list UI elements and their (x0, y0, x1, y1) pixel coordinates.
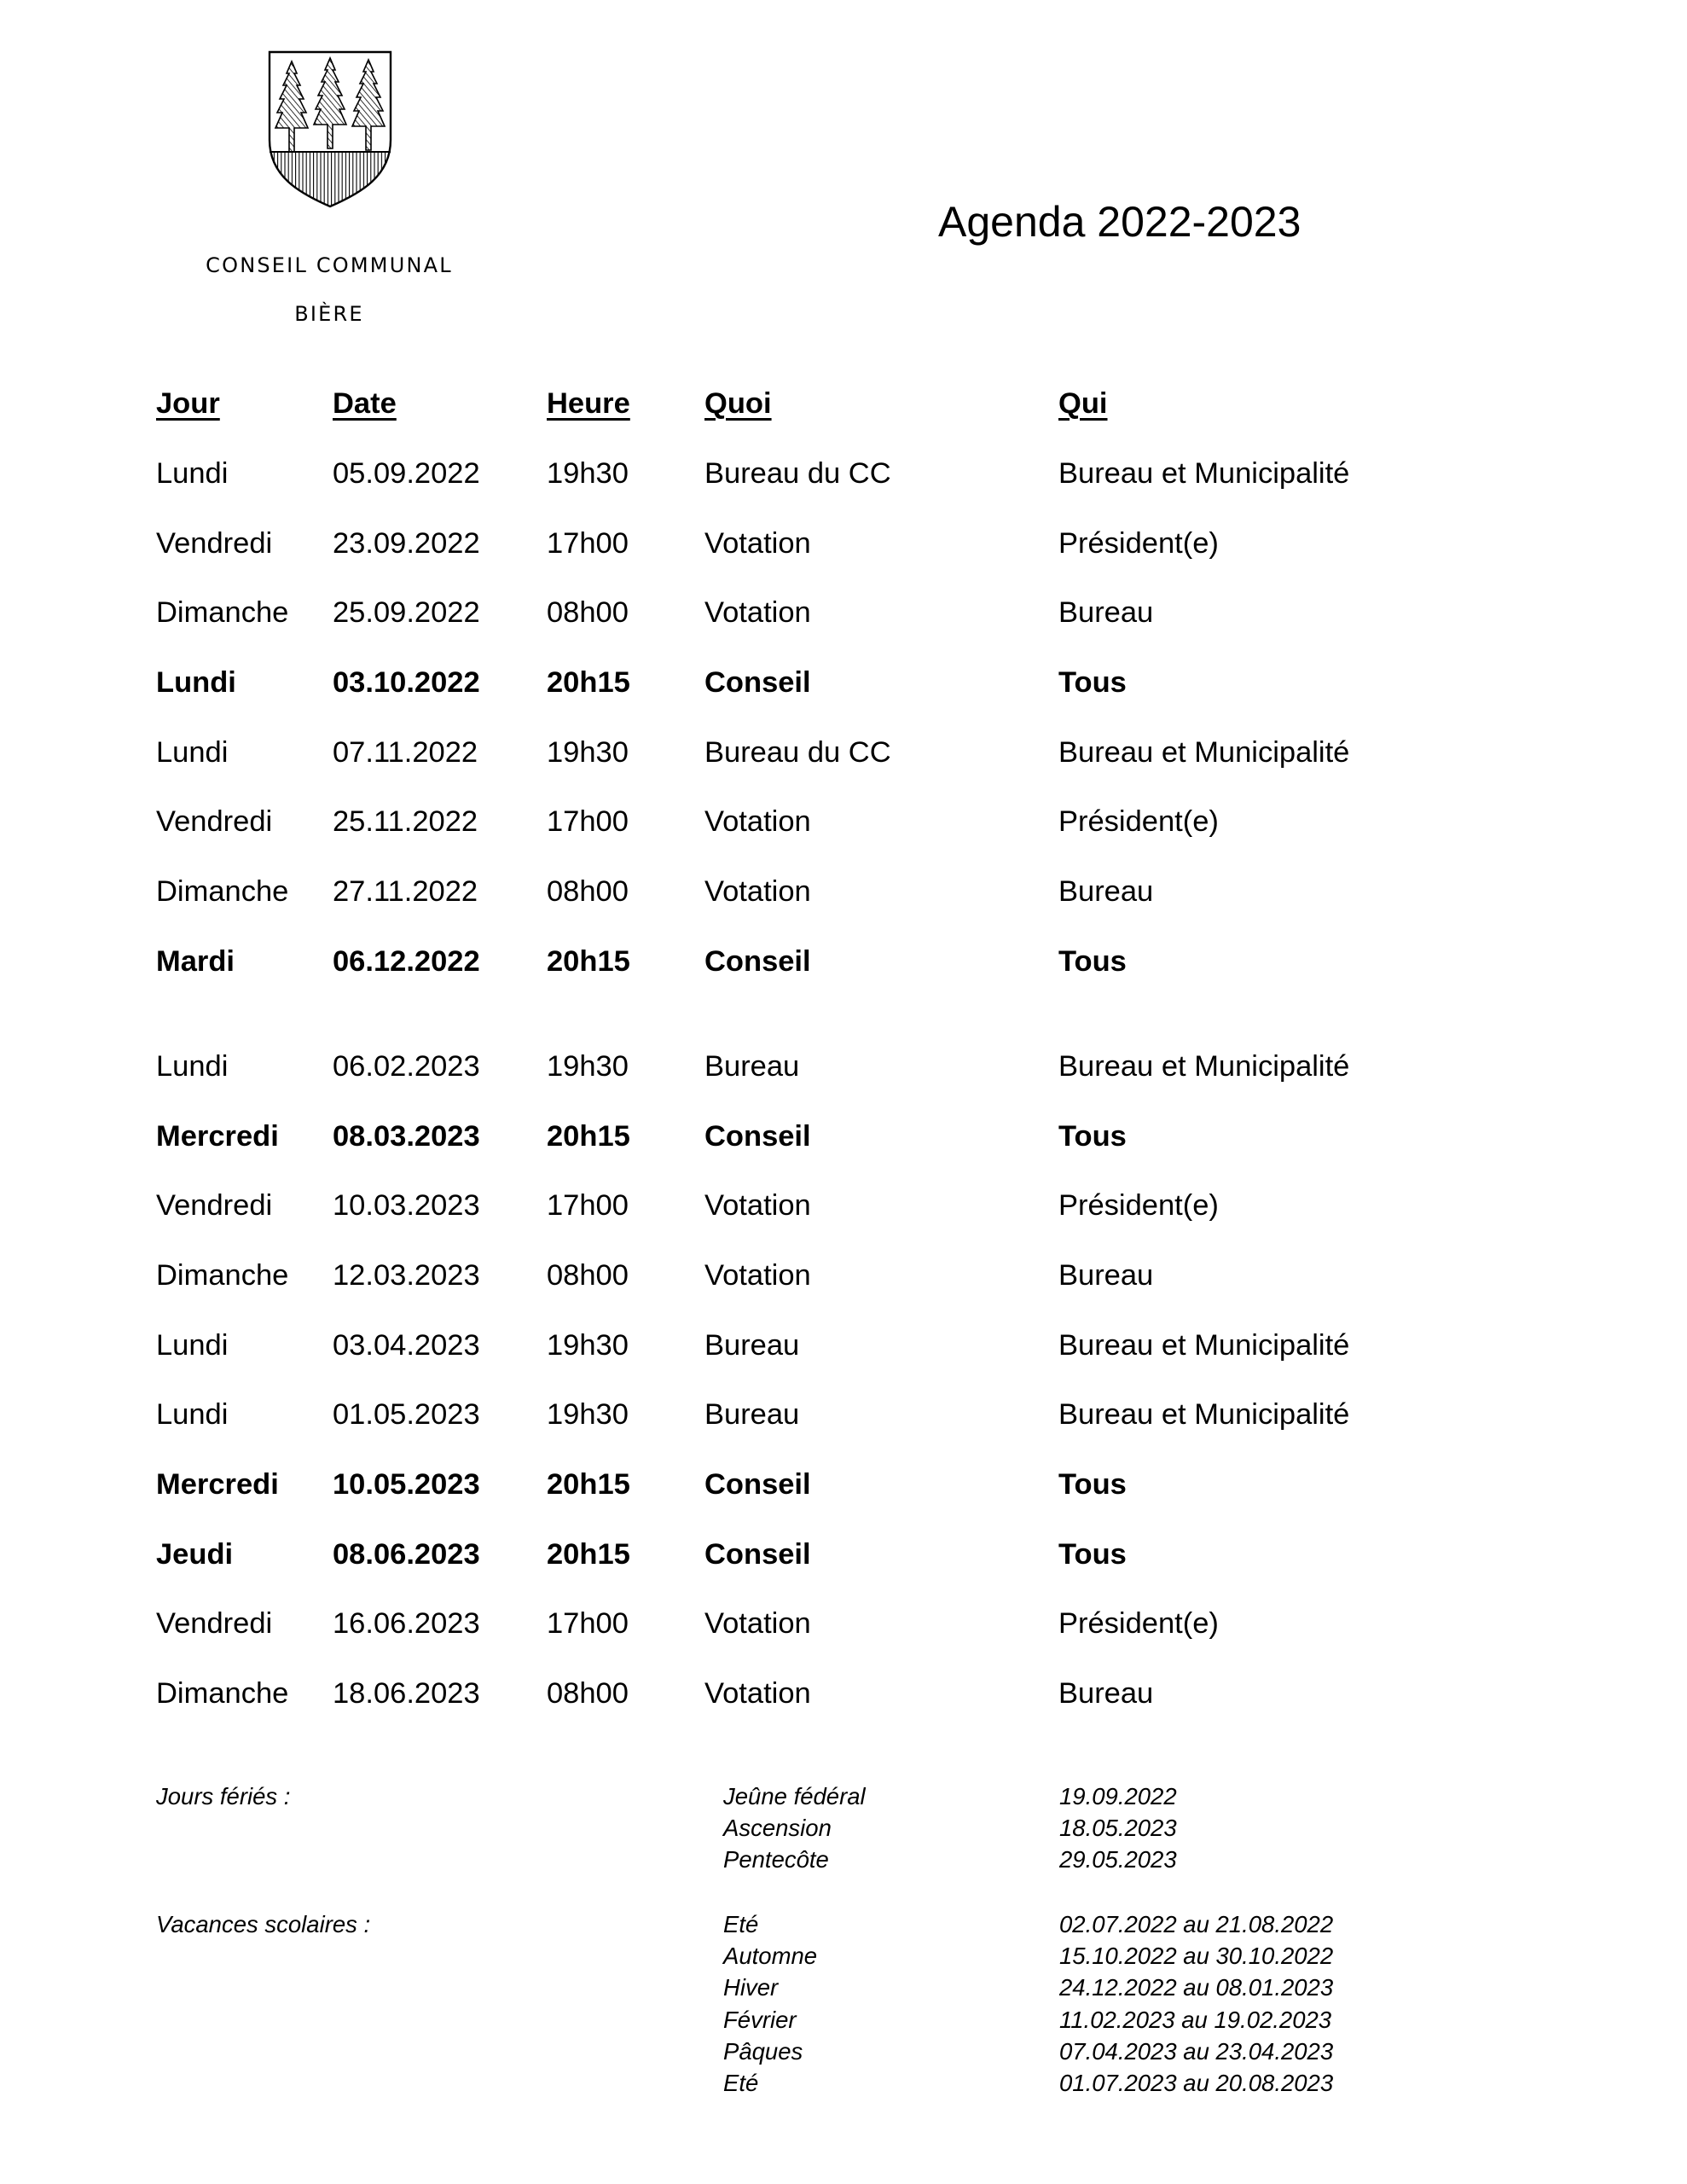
cell-quoi: Conseil (704, 945, 811, 978)
cell-date: 23.09.2022 (333, 527, 480, 560)
cell-date: 25.09.2022 (333, 596, 480, 629)
cell-date: 06.12.2022 (333, 945, 480, 978)
cell-qui: Bureau et Municipalité (1058, 1050, 1350, 1083)
school-vacations-dates (1059, 1908, 1333, 2099)
cell-qui: Bureau (1058, 875, 1154, 908)
cell-jour: Lundi (156, 1329, 229, 1362)
page-title: Agenda 2022-2023 (938, 198, 1301, 246)
cell-jour: Mardi (156, 945, 235, 978)
cell-qui: Tous (1058, 1538, 1127, 1571)
cell-jour: Lundi (156, 457, 229, 490)
cell-date: 03.04.2023 (333, 1329, 480, 1362)
vacation-name: Hiver (723, 1974, 779, 2001)
holiday-date: 18.05.2023 (1059, 1815, 1177, 1842)
table-row (0, 804, 1687, 839)
cell-heure: 08h00 (547, 1677, 629, 1710)
vacation-dates: 02.07.2022 au 21.08.2022 (1059, 1911, 1334, 1937)
cell-quoi: Bureau (704, 1329, 800, 1362)
cell-jour: Dimanche (156, 596, 289, 629)
cell-date: 18.06.2023 (333, 1677, 480, 1710)
holidays-label: Jours fériés : (156, 1783, 291, 1809)
cell-heure: 20h15 (547, 945, 630, 978)
cell-quoi: Votation (704, 1607, 811, 1640)
cell-qui: Bureau et Municipalité (1058, 1329, 1350, 1362)
table-row (0, 1188, 1687, 1223)
column-header-heure: Heure (547, 387, 630, 420)
cell-heure: 20h15 (547, 1120, 630, 1153)
cell-quoi: Votation (704, 1189, 811, 1222)
cell-jour: Jeudi (156, 1538, 234, 1571)
cell-qui: Président(e) (1058, 1189, 1219, 1222)
cell-jour: Lundi (156, 1398, 229, 1431)
cell-jour: Dimanche (156, 1677, 289, 1710)
cell-date: 08.03.2023 (333, 1120, 480, 1153)
cell-quoi: Conseil (704, 1538, 811, 1571)
cell-date: 06.02.2023 (333, 1050, 480, 1083)
cell-heure: 19h30 (547, 1398, 629, 1431)
vacation-dates: 01.07.2023 au 20.08.2023 (1059, 2069, 1334, 2096)
cell-date: 03.10.2022 (333, 666, 480, 699)
cell-quoi: Bureau du CC (704, 736, 891, 769)
cell-qui: Bureau et Municipalité (1058, 457, 1350, 490)
cell-quoi: Conseil (704, 1468, 811, 1501)
cell-jour: Vendredi (156, 1189, 273, 1222)
column-header-date: Date (333, 387, 397, 420)
column-header-jour: Jour (156, 387, 220, 420)
cell-date: 05.09.2022 (333, 457, 480, 490)
table-row (0, 1258, 1687, 1292)
cell-qui: Bureau et Municipalité (1058, 1398, 1350, 1431)
cell-qui: Bureau (1058, 1259, 1154, 1292)
coat-of-arms-icon (266, 48, 394, 212)
cell-quoi: Votation (704, 875, 811, 908)
cell-heure: 19h30 (547, 1050, 629, 1083)
cell-qui: Président(e) (1058, 1607, 1219, 1640)
table-row-conseil (0, 1119, 1687, 1153)
table-row (0, 595, 1687, 630)
cell-date: 08.06.2023 (333, 1538, 480, 1571)
cell-date: 12.03.2023 (333, 1259, 480, 1292)
cell-jour: Dimanche (156, 875, 289, 908)
table-row (0, 1397, 1687, 1432)
cell-heure: 17h00 (547, 805, 629, 838)
cell-quoi: Bureau du CC (704, 457, 891, 490)
cell-qui: Président(e) (1058, 527, 1219, 560)
holidays-names (723, 1780, 866, 1876)
cell-quoi: Conseil (704, 666, 811, 699)
cell-qui: Tous (1058, 666, 1127, 699)
holiday-date: 19.09.2022 (1059, 1783, 1177, 1809)
vacation-name: Eté (723, 2069, 759, 2096)
vacation-name: Eté (723, 1911, 759, 1937)
cell-heure: 08h00 (547, 875, 629, 908)
cell-heure: 20h15 (547, 666, 630, 699)
holiday-date: 29.05.2023 (1059, 1846, 1177, 1873)
table-row (0, 1676, 1687, 1711)
column-header-qui: Qui (1058, 387, 1108, 420)
cell-jour: Vendredi (156, 805, 273, 838)
cell-heure: 17h00 (547, 1607, 629, 1640)
cell-date: 10.03.2023 (333, 1189, 480, 1222)
table-row (0, 456, 1687, 491)
cell-date: 01.05.2023 (333, 1398, 480, 1431)
table-row (0, 1328, 1687, 1362)
holiday-name: Ascension (723, 1815, 832, 1842)
cell-qui: Bureau (1058, 596, 1154, 629)
table-row (0, 1049, 1687, 1083)
cell-date: 25.11.2022 (333, 805, 478, 838)
cell-quoi: Votation (704, 527, 811, 560)
cell-quoi: Votation (704, 1677, 811, 1710)
cell-jour: Lundi (156, 666, 236, 699)
column-header-quoi: Quoi (704, 387, 772, 420)
holiday-name: Pentecôte (723, 1846, 829, 1873)
cell-quoi: Votation (704, 1259, 811, 1292)
school-vacations-names (723, 1908, 817, 2099)
cell-heure: 17h00 (547, 527, 629, 560)
cell-heure: 08h00 (547, 1259, 629, 1292)
table-header (0, 386, 1687, 421)
vacation-dates: 07.04.2023 au 23.04.2023 (1059, 2037, 1334, 2065)
cell-quoi: Bureau (704, 1398, 800, 1431)
cell-heure: 19h30 (547, 1329, 629, 1362)
holiday-name: Jeûne fédéral (723, 1783, 866, 1809)
cell-heure: 20h15 (547, 1538, 630, 1571)
table-row (0, 874, 1687, 909)
vacation-dates: 11.02.2023 au 19.02.2023 (1059, 2006, 1332, 2033)
cell-jour: Dimanche (156, 1259, 289, 1292)
cell-qui: Tous (1058, 1120, 1127, 1153)
cell-jour: Lundi (156, 1050, 229, 1083)
cell-jour: Vendredi (156, 527, 273, 560)
cell-date: 10.05.2023 (333, 1468, 480, 1501)
vacation-name: Automne (723, 1943, 818, 1970)
table-row-conseil (0, 1467, 1687, 1502)
cell-jour: Lundi (156, 736, 229, 769)
cell-qui: Bureau et Municipalité (1058, 736, 1350, 769)
cell-quoi: Votation (704, 596, 811, 629)
table-row-conseil (0, 1537, 1687, 1571)
cell-heure: 08h00 (547, 596, 629, 629)
cell-quoi: Votation (704, 805, 811, 838)
vacation-name: Pâques (723, 2037, 803, 2065)
cell-quoi: Conseil (704, 1120, 811, 1153)
org-name: CONSEIL COMMUNAL (206, 253, 453, 277)
table-row-conseil (0, 665, 1687, 700)
cell-quoi: Bureau (704, 1050, 800, 1083)
cell-date: 16.06.2023 (333, 1607, 480, 1640)
school-vacations-label: Vacances scolaires : (156, 1911, 371, 1937)
cell-date: 27.11.2022 (333, 875, 478, 908)
table-row (0, 1606, 1687, 1641)
cell-qui: Tous (1058, 945, 1127, 978)
org-place: BIÈRE (294, 302, 364, 326)
cell-heure: 20h15 (547, 1468, 630, 1501)
cell-date: 07.11.2022 (333, 736, 478, 769)
holidays-dates (1059, 1780, 1177, 1876)
cell-jour: Vendredi (156, 1607, 273, 1640)
cell-qui: Tous (1058, 1468, 1127, 1501)
cell-jour: Mercredi (156, 1120, 279, 1153)
vacation-dates: 15.10.2022 au 30.10.2022 (1059, 1943, 1334, 1970)
table-row (0, 735, 1687, 770)
cell-jour: Mercredi (156, 1468, 279, 1501)
vacation-name: Février (723, 2006, 797, 2033)
cell-qui: Bureau (1058, 1677, 1154, 1710)
cell-heure: 19h30 (547, 736, 629, 769)
cell-qui: Président(e) (1058, 805, 1219, 838)
cell-heure: 19h30 (547, 457, 629, 490)
table-row-conseil (0, 944, 1687, 979)
cell-heure: 17h00 (547, 1189, 629, 1222)
vacation-dates: 24.12.2022 au 08.01.2023 (1059, 1974, 1334, 2001)
table-row (0, 526, 1687, 561)
